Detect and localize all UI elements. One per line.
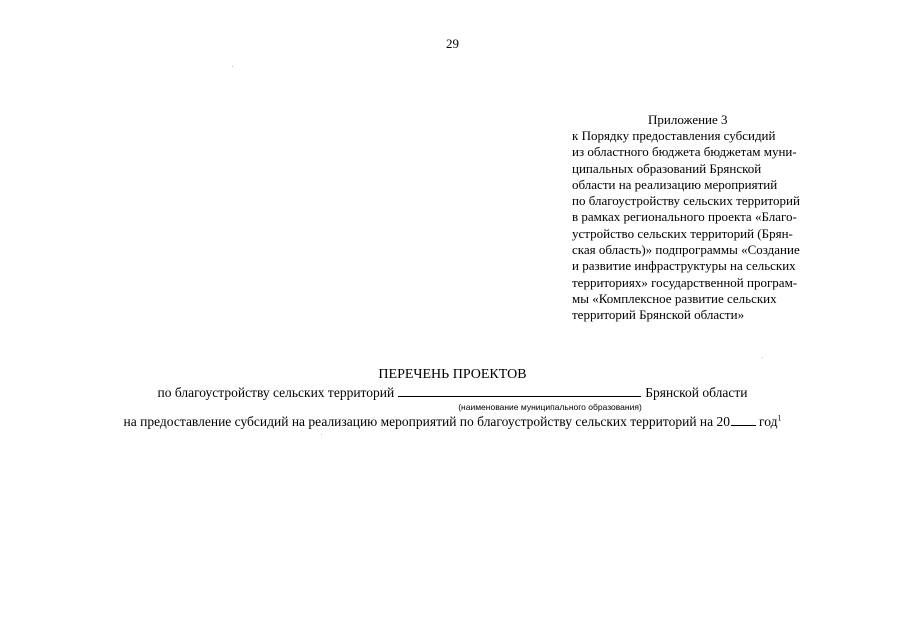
heading-line3-suffix: год	[759, 414, 778, 429]
appendix-line: территориях» государственной програм-	[572, 274, 798, 290]
list-title: ПЕРЕЧЕНЬ ПРОЕКТОВ	[378, 367, 527, 382]
page-number: 29	[446, 36, 459, 51]
appendix-line: области на реализацию мероприятий	[572, 176, 778, 192]
municipality-blank-field[interactable]	[398, 384, 641, 397]
appendix-line: и развитие инфраструктуры на сельских	[572, 258, 796, 274]
appendix-line: из областного бюджета бюджетам муни-	[572, 144, 797, 160]
footnote-marker: 1	[777, 413, 782, 423]
year-blank-field[interactable]	[731, 413, 756, 426]
scan-speck	[232, 66, 233, 67]
scan-speck	[321, 434, 322, 435]
heading-line3-text: на предоставление субсидий на реализацию мероприятий по благоустройству сельских территорий на 20	[123, 414, 731, 429]
appendix-line: мы «Комплексное развитие сельских	[572, 290, 777, 306]
municipality-field-hint: (наименование муниципального образования)	[458, 402, 642, 412]
appendix-block	[572, 111, 844, 324]
scan-speck	[762, 357, 763, 358]
appendix-line: по благоустройству сельских территорий	[572, 193, 800, 209]
heading-line-municipality	[0, 384, 905, 401]
appendix-line: ская область)» подпрограммы «Создание	[572, 242, 800, 258]
heading-line1-prefix: по благоустройству сельских территорий	[157, 385, 395, 400]
appendix-line: в рамках регионального проекта «Благо-	[572, 209, 797, 225]
appendix-line: устройство сельских территорий (Брян-	[572, 225, 793, 241]
appendix-line: к Порядку предоставления субсидий	[572, 128, 776, 143]
heading-line-year	[0, 413, 905, 430]
heading-line1-suffix: Брянской области	[645, 385, 748, 400]
appendix-line: ципальных образований Брянской	[572, 160, 762, 176]
appendix-title: Приложение 3	[648, 112, 728, 127]
appendix-line: территорий Брянской области»	[572, 307, 745, 323]
